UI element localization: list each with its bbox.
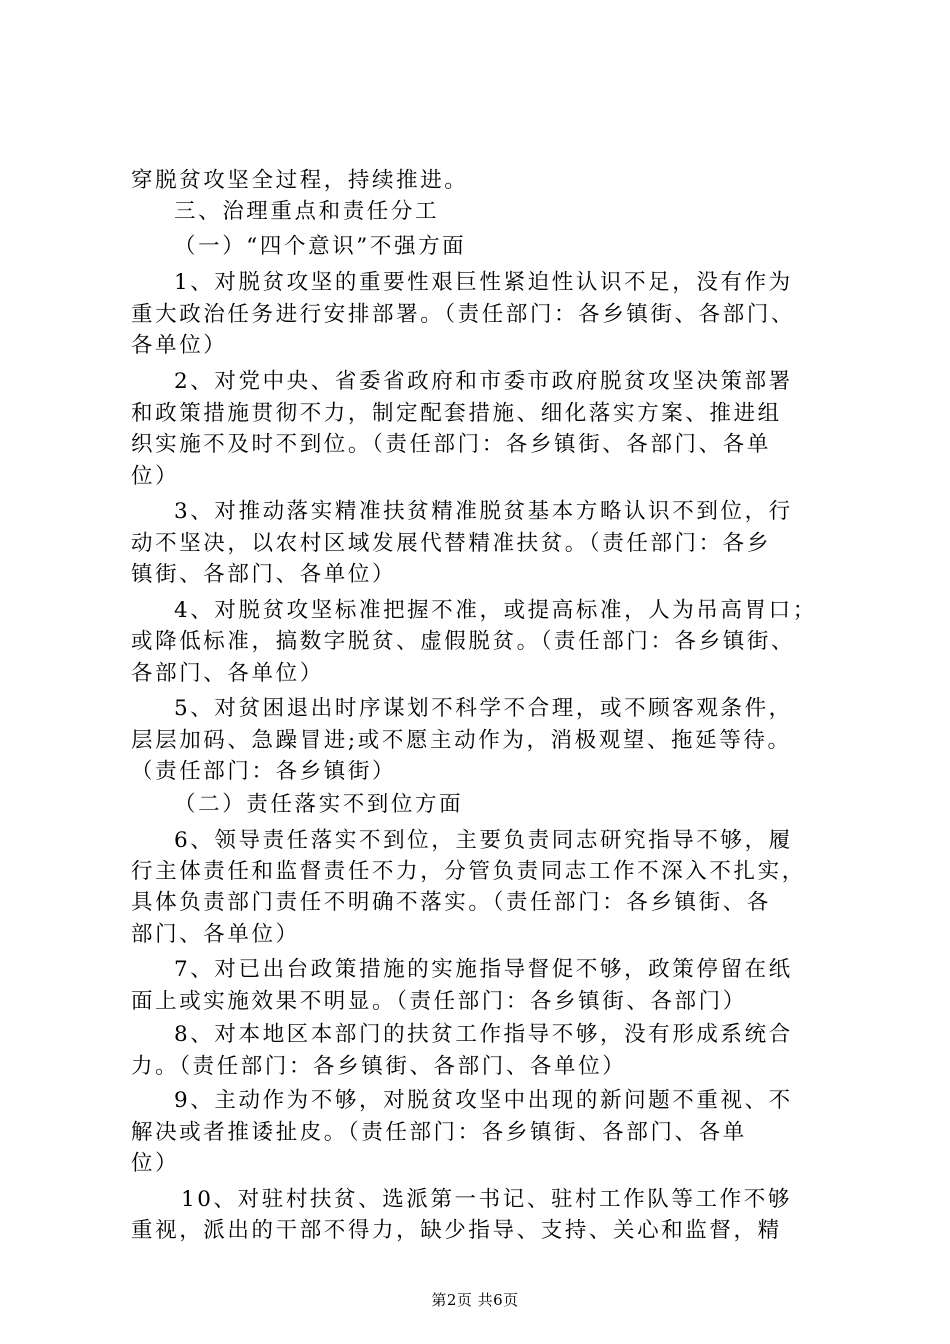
- text-line: 9、主动作为不够，对脱贫攻坚中出现的新问题不重视、不: [174, 1088, 793, 1113]
- text-line: 穿脱贫攻坚全过程，持续推进。: [131, 168, 469, 193]
- text-line: 或降低标准，搞数字脱贫、虚假脱贫。（责任部门：各乡镇街、: [131, 629, 796, 654]
- text-line: 3、对推动落实精准扶贫精准脱贫基本方略认识不到位，行: [174, 499, 793, 524]
- text-line: 8、对本地区本部门的扶贫工作指导不够，没有形成系统合: [174, 1022, 793, 1047]
- text-line: 解决或者推诿扯皮。（责任部门：各乡镇街、各部门、各单: [131, 1120, 747, 1145]
- text-line: 4、对脱贫攻坚标准把握不准，或提高标准，人为吊高胃口；: [174, 598, 817, 623]
- text-line: 动不坚决，以农村区域发展代替精准扶贫。（责任部门：各乡: [131, 531, 771, 556]
- subsection-heading: （二）责任落实不到位方面: [174, 792, 464, 817]
- text-line: 镇街、各部门、各单位）: [131, 562, 397, 587]
- text-line: 重大政治任务进行安排部署。（责任部门：各乡镇街、各部门、: [131, 302, 796, 327]
- text-line: 面上或实施效果不明显。（责任部门：各乡镇街、各部门）: [131, 989, 747, 1014]
- subsection-heading: （一）“四个意识”不强方面: [174, 234, 467, 259]
- text-line: 2、对党中央、省委省政府和市委市政府脱贫攻坚决策部署: [174, 369, 793, 394]
- text-line: 各部门、各单位）: [131, 661, 324, 686]
- text-line: 10、对驻村扶贫、选派第一书记、驻村工作队等工作不够: [181, 1187, 792, 1212]
- text-line: 层层加码、急躁冒进;或不愿主动作为，消极观望、拖延等待。: [131, 728, 792, 753]
- text-line: 6、领导责任落实不到位，主要负责同志研究指导不够，履: [174, 828, 793, 853]
- text-line: 行主体责任和监督责任不力，分管负责同志工作不深入不扎实，: [131, 859, 806, 884]
- text-line: 1、对脱贫攻坚的重要性艰巨性紧迫性认识不足，没有作为: [174, 270, 793, 295]
- text-line: 位）: [131, 1151, 180, 1176]
- text-line: （责任部门：各乡镇街）: [131, 759, 397, 784]
- text-line: 5、对贫困退出时序谋划不科学不合理，或不顾客观条件，: [174, 696, 793, 721]
- section-heading: 三、治理重点和责任分工: [174, 199, 440, 224]
- text-line: 位）: [131, 464, 180, 489]
- text-line: 7、对已出台政策措施的实施指导督促不够，政策停留在纸: [174, 957, 793, 982]
- text-line: 具体负责部门责任不明确不落实。（责任部门：各乡镇街、各: [131, 890, 771, 915]
- text-line: 重视，派出的干部不得力，缺少指导、支持、关心和监督，精: [131, 1218, 782, 1243]
- text-line: 力。（责任部门：各乡镇街、各部门、各单位）: [131, 1054, 627, 1079]
- page-number-footer: 第2页 共6页: [431, 1291, 519, 1309]
- text-line: 和政策措施贯彻不力，制定配套措施、细化落实方案、推进组: [131, 401, 782, 426]
- text-line: 各单位）: [131, 333, 228, 358]
- text-line: 部门、各单位）: [131, 922, 300, 947]
- text-line: 织实施不及时不到位。（责任部门：各乡镇街、各部门、各单: [131, 432, 771, 457]
